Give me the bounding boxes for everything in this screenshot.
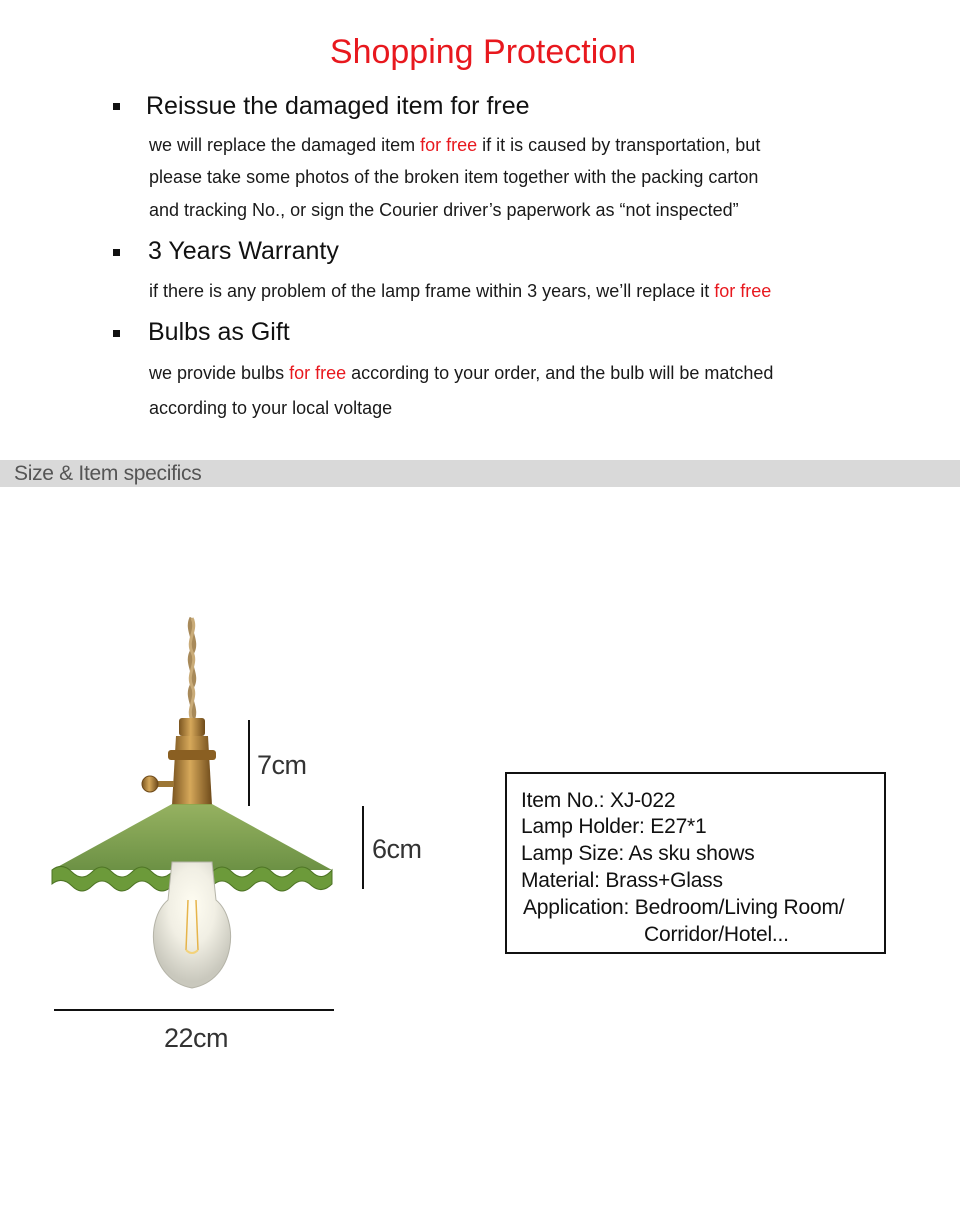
square-bullet-icon xyxy=(113,249,120,256)
shade-height-label: 6cm xyxy=(372,834,422,864)
item-specifics-box xyxy=(505,772,886,954)
size-specifics-band xyxy=(0,460,960,487)
section-heading-bulbs: Bulbs as Gift xyxy=(148,318,290,346)
holder-height-label: 7cm xyxy=(257,750,307,780)
section-text-line: please take some photos of the broken item together with the packing carton xyxy=(149,167,759,187)
item-number: Item No.: XJ-022 xyxy=(521,789,676,812)
section-text-line: if there is any problem of the lamp frame within 3 years, we’ll replace it for free xyxy=(149,281,772,301)
section-text-line: we provide bulbs for free according to your order, and the bulb will be matched xyxy=(149,363,774,383)
size-specifics-label: Size & Item specifics xyxy=(14,462,202,485)
material: Material: Brass+Glass xyxy=(521,869,723,892)
section-text-line: we will replace the damaged item for free if it is caused by transportation, but xyxy=(149,135,761,155)
holder-height-line xyxy=(248,720,250,806)
width-line xyxy=(54,1009,334,1011)
application: Application: Bedroom/Living Room/ xyxy=(523,896,845,919)
square-bullet-icon xyxy=(113,103,120,110)
width-label: 22cm xyxy=(164,1023,229,1053)
shopping-protection-title: Shopping Protection xyxy=(329,33,637,71)
glass-shade xyxy=(52,804,332,870)
section-text-line: and tracking No., or sign the Courier driver’s paperwork as “not inspected” xyxy=(149,200,739,220)
section-text-line: according to your local voltage xyxy=(149,398,393,418)
lamp-size: Lamp Size: As sku shows xyxy=(521,842,755,865)
switch-knob xyxy=(142,776,158,792)
application-continued: Corridor/Hotel... xyxy=(644,923,789,946)
pendant-lamp-illustration xyxy=(40,600,350,1000)
section-heading-warranty: 3 Years Warranty xyxy=(148,237,339,265)
square-bullet-icon xyxy=(113,330,120,337)
lamp-holder: Lamp Holder: E27*1 xyxy=(521,815,707,838)
brass-holder xyxy=(179,718,205,736)
shade-height-line xyxy=(362,806,364,889)
section-heading-reissue: Reissue the damaged item for free xyxy=(146,92,530,120)
